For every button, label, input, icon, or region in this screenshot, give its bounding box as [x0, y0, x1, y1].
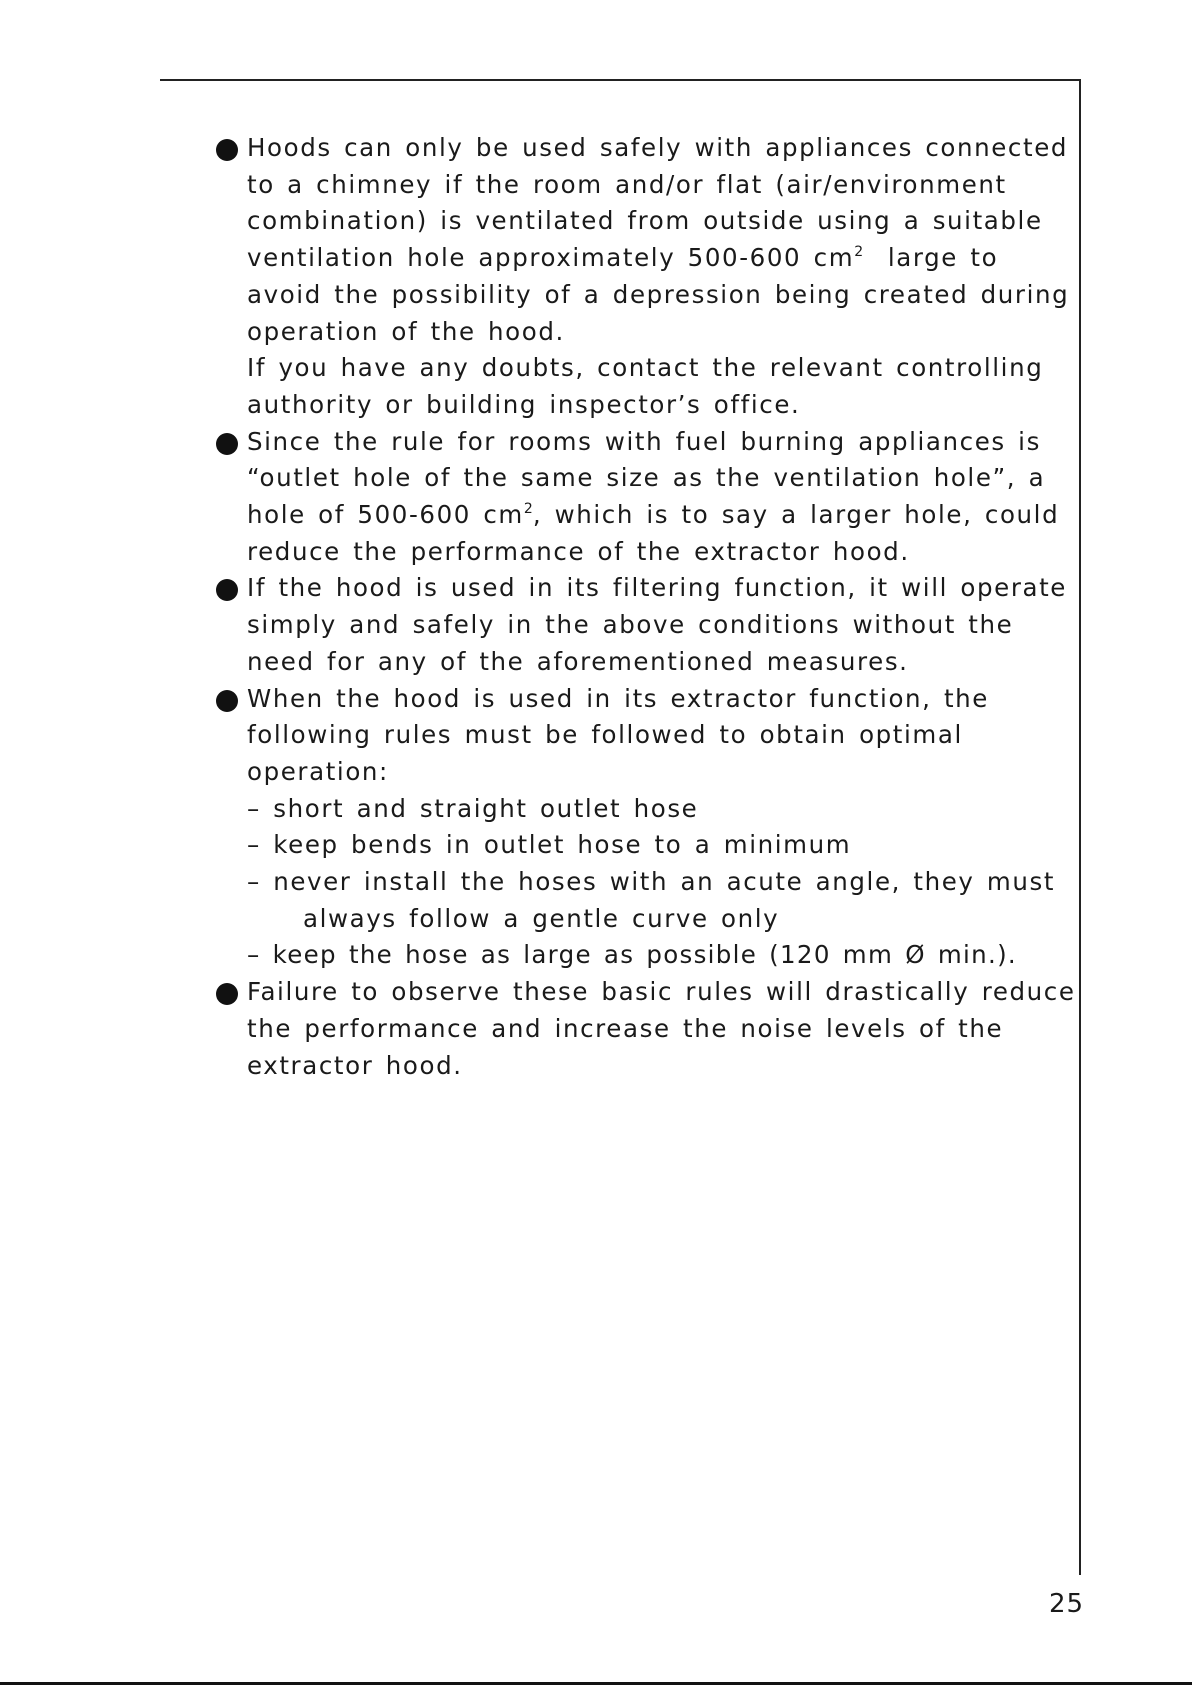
- superscript: 2: [523, 501, 533, 518]
- text-line: reduce the performance of the extractor hood.: [247, 536, 910, 566]
- list-item-failure-warning: [216, 974, 1076, 1084]
- text-line: Hoods can only be used safely with appliances connected: [247, 133, 1069, 162]
- text-segment: ventilation hole approximately 500-600 cm: [247, 243, 855, 273]
- text-line: simply and safely in the above conditions without the: [247, 610, 1014, 640]
- list-item-chimney-ventilation: [216, 130, 1070, 424]
- text-line: combination) is ventilated from outside using a suitable: [247, 206, 1043, 236]
- text-segment: , which is to say a larger hole, could: [532, 500, 1060, 530]
- list-item-filtering-function: [216, 570, 1067, 680]
- text-line: extractor hood.: [247, 1050, 463, 1080]
- sub-list-item: – never install the hoses with an acute angle, they must: [247, 867, 1056, 897]
- right-margin-rule: [1079, 79, 1081, 1575]
- text-line: operation of the hood.: [247, 316, 565, 346]
- bullet-icon: [216, 433, 238, 455]
- sub-list-item: – keep the hose as large as possible (120 mm Ø min.).: [247, 940, 1018, 970]
- text-line: When the hood is used in its extractor function, the: [247, 683, 989, 713]
- list-item-extractor-rules: [216, 681, 1056, 975]
- page-number: 25: [1049, 1589, 1085, 1619]
- text-line: avoid the possibility of a depression being created during: [247, 279, 1070, 309]
- bullet-icon: [216, 579, 238, 601]
- text-line: If the hood is used in its filtering function, it will operate: [247, 573, 1067, 603]
- text-line: following rules must be followed to obtain optimal: [247, 720, 963, 750]
- text-line: operation:: [247, 756, 389, 786]
- text-line: need for any of the aforementioned measures.: [247, 646, 909, 676]
- text-line: [247, 240, 1056, 277]
- text-line: Failure to observe these basic rules will drastically reduce: [247, 977, 1076, 1007]
- text-line: the performance and increase the noise levels of the: [247, 1013, 1004, 1043]
- text-segment: large to: [863, 243, 999, 273]
- sub-list-item-continuation: always follow a gentle curve only: [303, 903, 780, 933]
- text-segment: hole of 500-600 cm: [247, 500, 524, 530]
- superscript: 2: [854, 244, 864, 261]
- bullet-icon: [216, 690, 238, 712]
- bullet-icon: [216, 983, 238, 1005]
- safety-instructions: [216, 130, 1076, 1084]
- text-line: Since the rule for rooms with fuel burning appliances is: [247, 426, 1041, 456]
- bullet-icon: [216, 139, 238, 161]
- list-item-outlet-hole-rule: [216, 424, 1060, 571]
- sub-list-item: – keep bends in outlet hose to a minimum: [247, 830, 852, 860]
- text-line: to a chimney if the room and/or flat (air/environment: [247, 169, 1007, 199]
- text-line: “outlet hole of the same size as the ventilation hole”, a: [247, 463, 1046, 493]
- text-line: If you have any doubts, contact the relevant controlling: [247, 353, 1044, 383]
- text-line: authority or building inspector’s office.: [247, 389, 801, 419]
- sub-list-item: – short and straight outlet hose: [247, 793, 699, 823]
- top-rule: [160, 79, 1081, 81]
- text-line: [247, 497, 1060, 534]
